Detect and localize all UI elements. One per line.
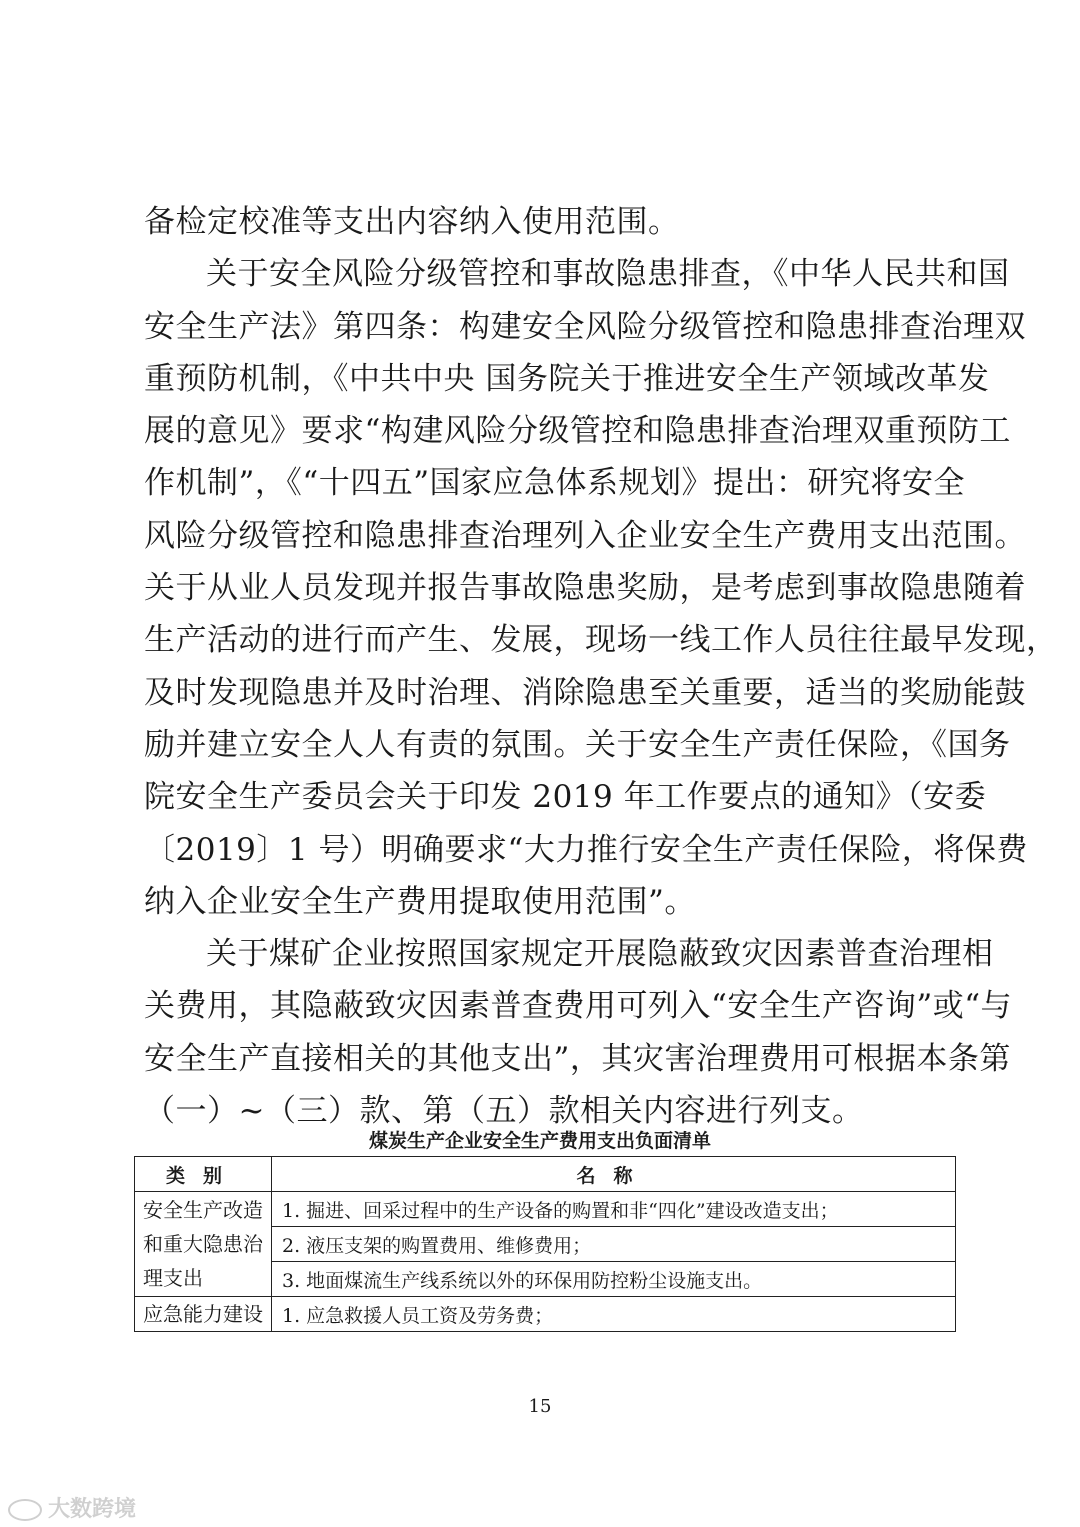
text-line: 风险分级管控和隐患排查治理列入企业安全生产费用支出范围。 (144, 517, 1026, 554)
category-cell: 安全生产改造和重大隐患治理支出 (135, 1192, 272, 1297)
item-cell: 3. 地面煤流生产线系统以外的环保用防控粉尘设施支出。 (272, 1262, 956, 1297)
negative-list-table (134, 1156, 956, 1332)
watermark-text: 大数跨境 (48, 1497, 137, 1522)
table-row (135, 1192, 956, 1227)
text-line: 励并建立安全人人有责的氛围。关于安全生产责任保险，《国务 (144, 726, 1011, 763)
text-line: （一）~（三）款、第（五）款相关内容进行列支。 (144, 1093, 864, 1130)
watermark (8, 1492, 136, 1523)
item-cell: 1. 应急救援人员工资及劳务费； (272, 1297, 956, 1332)
header-name: 名称 (272, 1157, 956, 1192)
watermark-logo-icon (8, 1499, 42, 1521)
text-line: 关于安全风险分级管控和事故隐患排查，《中华人民共和国 (206, 256, 1010, 293)
page-number: 15 (528, 1396, 552, 1417)
item-cell: 2. 液压支架的购置费用、维修费用； (272, 1227, 956, 1262)
text-line: 安全生产法》第四条：构建安全风险分级管控和隐患排查治理双 (144, 308, 1026, 345)
text-line: 安全生产直接相关的其他支出”，其灾害治理费用可根据本条第 (144, 1040, 1011, 1077)
text-line: 关费用，其隐蔽致灾因素普查费用可列入“安全生产咨询”或“与 (144, 988, 1013, 1025)
text-line: 展的意见》要求“构建风险分级管控和隐患排查治理双重预防工 (144, 413, 1011, 450)
text-line: 备检定校准等支出内容纳入使用范围。 (144, 204, 680, 240)
body-text (144, 196, 1058, 1137)
text-line: 重预防机制，《中共中央 国务院关于推进安全生产领域改革发 (144, 360, 990, 397)
text-line: 作机制”，《“十四五”国家应急体系规划》提出：研究将安全 (144, 465, 966, 502)
text-line: 及时发现隐患并及时治理、消除隐患至关重要，适当的奖励能鼓 (144, 674, 1026, 711)
item-cell: 1. 掘进、回采过程中的生产设备的购置和非“四化”建设改造支出； (272, 1192, 956, 1227)
text-line: 关于煤矿企业按照国家规定开展隐蔽致灾因素普查治理相 (206, 936, 994, 973)
text-line: 生产活动的进行而产生、发展，现场一线工作人员往往最早发现， (144, 622, 1058, 659)
table-title: 煤炭生产企业安全生产费用支出负面清单 (368, 1130, 711, 1152)
text-line: 院安全生产委员会关于印发 2019 年工作要点的通知》（安委 (144, 779, 987, 816)
text-line: 关于从业人员发现并报告事故隐患奖励，是考虑到事故隐患随着 (144, 570, 1026, 607)
table-row (135, 1297, 956, 1332)
header-category: 类别 (135, 1157, 272, 1192)
category-cell: 应急能力建设 (135, 1297, 272, 1332)
table-header-row (135, 1157, 956, 1192)
text-line: 〔2019〕1 号）明确要求“大力推行安全生产责任保险，将保费 (144, 831, 1028, 868)
text-line: 纳入企业安全生产费用提取使用范围”。 (144, 883, 696, 920)
